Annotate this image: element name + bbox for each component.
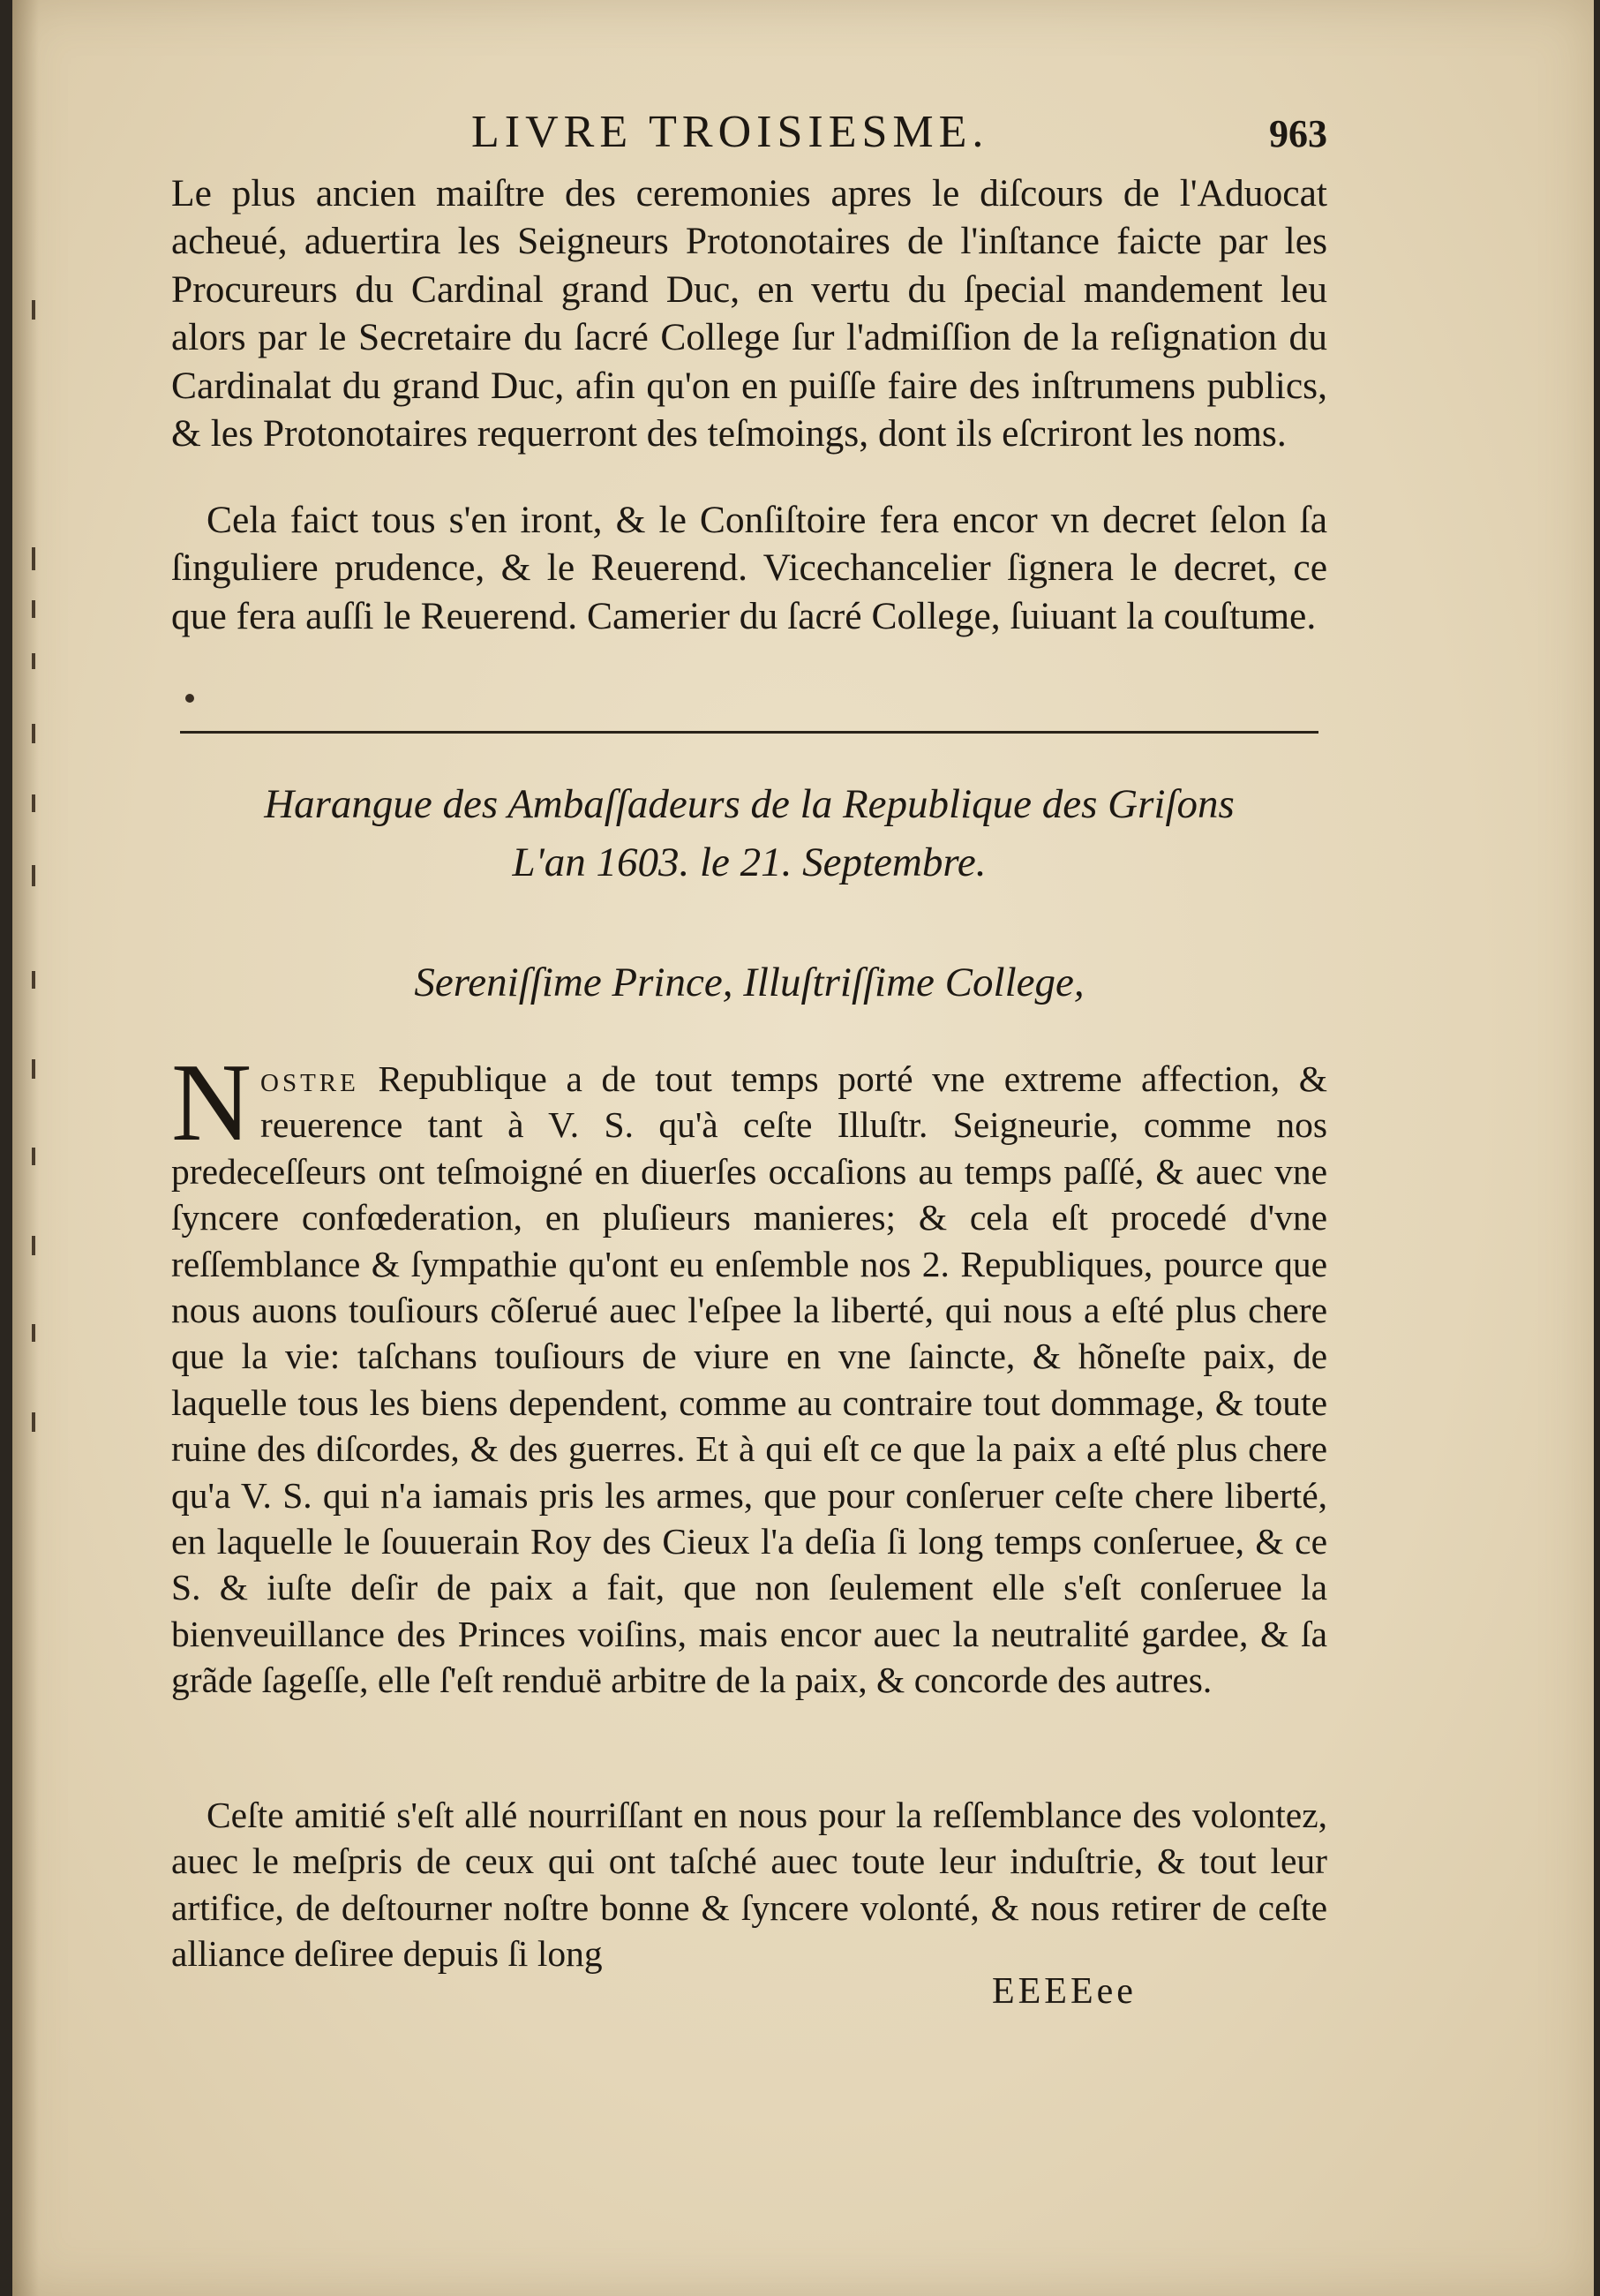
speech-paragraph-1-text: Republique a de tout temps porté vne extreme affection, & reuerence tant à V. S. qu'à ceſte Illuſtr. Seigneurie, comme nos predeceſſeurs ont teſmoigné en diuerſes occaſions au temps paſſé, & auec vne ſyncere confœderation, en pluſieurs manieres; & cela eſt procedé d'vne reſſemblance & ſympathie qu'ont eu enſemble nos 2. Republiques, pource que nous auons touſiours cõſerué auec l'eſpee la liberté, qui nous a eſté plus chere que la vie: taſchans touſiours de viure en vne ſaincte, & hõneſte paix, de laquelle tous les biens dependent, comme au contraire tout dommage, & toute ruine des diſcordes, & des guerres. Et à qui eſt ce que la paix a eſté plus chere qu'a V. S. qui n'a iamais pris les armes, que pour conſeruer ceſte chere liberté, en laquelle le ſouuerain Roy des Cieux l'a deſia ſi long temps conſeruee, & ce S. & iuſte deſir de paix a fait, que non ſeulement elle s'eſt conſeruee la bienveuillance des Princes voiſins, mais encor auec la neutralité gardee, & ſa grãde ſageſſe, elle ſ'eſt renduë arbitre de la paix, & concorde des autres. — [171, 1058, 1327, 1701]
book-page — [12, 0, 1594, 2296]
harangue-date: L'an 1603. le 21. Septembre. — [512, 839, 987, 885]
ceremony-paragraph-1: Le plus ancien maiſtre des ceremonies apres le diſcours de l'Aduocat acheué, aduertira les Seigneurs Protonotaires de l'inſtance faicte par les Procureurs du Cardinal grand Duc, en vertu du ſpecial mandement leu alors par le Secretaire du ſacré College ſur l'admiſſion de la reſignation du Cardinalat du grand Duc, afin qu'on en puiſſe faire des inſtrumens publics, & les Protonotaires requerront des teſmoings, dont ils eſcriront les noms. — [171, 172, 1327, 455]
opening-small-caps: ostre — [260, 1058, 359, 1099]
salutation: Sereniſſime Prince, Illuſtriſſime College, — [414, 960, 1085, 1005]
page-header — [171, 106, 1327, 162]
speech-paragraph-2: Ceſte amitié s'eſt allé nourriſſant en nous pour la reſſemblance des volontez, auec le meſpris de ceux qui ont taſché auec toute leur induſtrie, & tout leur artifice, de deſtourner noſtre bonne & ſyncere volonté, & nous retirer de ceſte alliance deſiree depuis ſi long — [171, 1795, 1327, 1975]
signature-mark: EEEEee — [992, 1971, 1137, 2012]
section-divider-rule — [180, 731, 1318, 734]
running-title: LIVRE TROISIESME. — [471, 107, 989, 157]
page-number: 963 — [1269, 112, 1327, 155]
speech-paragraph-1 — [171, 1042, 1327, 1704]
ornament-dot — [185, 694, 194, 703]
drop-cap-letter: N — [171, 1042, 252, 1164]
margin-ink-marks — [32, 300, 49, 1448]
harangue-title: Harangue des Ambaſſadeurs de la Republique des Griſons — [264, 781, 1235, 827]
ceremony-paragraph-2: Cela faict tous s'en iront, & le Conſiſtoire fera encor vn decret ſelon ſa ſinguliere prudence, & le Reuerend. Vicechancelier ſignera le decret, ce que fera auſſi le Reuerend. Camerier du ſacré College, ſuiuant la couſtume. — [171, 499, 1327, 637]
